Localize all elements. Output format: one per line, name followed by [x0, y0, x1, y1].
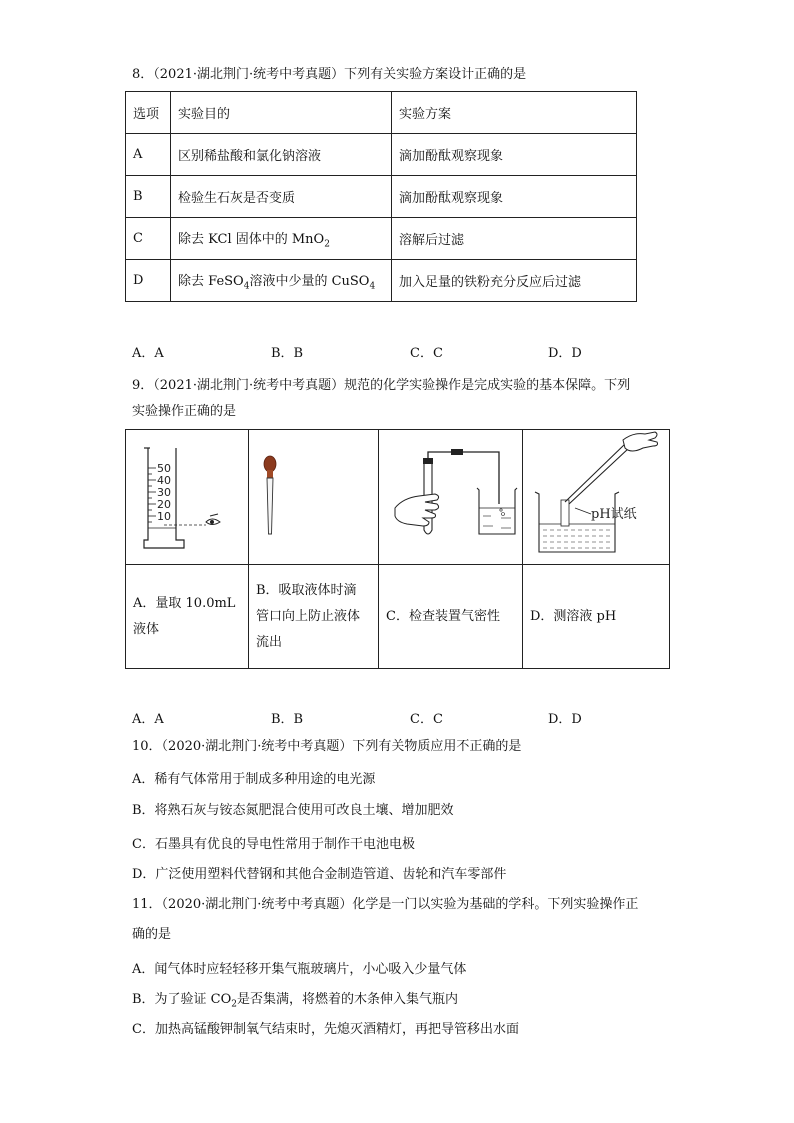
- purpose-text: 除去 FeSO: [178, 273, 244, 289]
- q9-stem-line2: 实验操作正确的是: [132, 404, 237, 419]
- graduated-cylinder-illustration: [126, 430, 248, 564]
- q10-option-b[interactable]: B．将熟石灰与铵态氮肥混合使用可改良土壤、增加肥效: [132, 803, 454, 818]
- cell-a-line2: 液体: [133, 621, 160, 637]
- subscript: 4: [243, 281, 250, 292]
- ph-paper-label: pH试纸: [591, 507, 637, 522]
- cell-b-line3: 流出: [256, 634, 283, 650]
- row-purpose: 检验生石灰是否变质: [171, 176, 392, 218]
- row-plan: 加入足量的铁粉充分反应后过滤: [392, 260, 637, 302]
- q11-option-b[interactable]: [132, 988, 458, 1010]
- cell-b-line1: B．吸取液体时滴: [256, 582, 357, 598]
- q9-table: [125, 429, 670, 669]
- row-plan: 滴加酚酞观察现象: [392, 176, 637, 218]
- option-d[interactable]: D．D: [548, 712, 582, 727]
- subscript: 2: [324, 239, 330, 250]
- q11-option-a[interactable]: A．闻气体时应轻轻移开集气瓶玻璃片，小心吸入少量气体: [132, 962, 467, 977]
- tick-40: 40: [157, 474, 171, 487]
- option-a[interactable]: A．A: [132, 712, 164, 727]
- cell-b-text[interactable]: [249, 565, 379, 669]
- cell-b-line2: 管口向上防止液体: [256, 608, 361, 624]
- table-row: [126, 260, 637, 302]
- row-option: A: [126, 134, 171, 176]
- cell-c-text[interactable]: C．检查装置气密性: [379, 565, 523, 669]
- cell-d-text[interactable]: D．测溶液 pH: [523, 565, 670, 669]
- tick-10: 10: [157, 510, 171, 523]
- option-c[interactable]: C．C: [410, 346, 443, 361]
- cell-a-image: [126, 430, 249, 565]
- header-plan: 实验方案: [392, 92, 637, 134]
- option-d[interactable]: D．D: [548, 346, 582, 361]
- cell-d-image: [523, 430, 670, 565]
- row-purpose: [171, 260, 392, 302]
- tick-30: 30: [157, 486, 171, 499]
- option-c[interactable]: C．C: [410, 712, 443, 727]
- tick-50: 50: [157, 462, 171, 475]
- row-purpose: 区别稀盐酸和氯化钠溶液: [171, 134, 392, 176]
- option-b-text-rest: 是否集满，将燃着的木条伸入集气瓶内: [237, 992, 459, 1007]
- header-purpose: 实验目的: [171, 92, 392, 134]
- q11-option-c[interactable]: C．加热高锰酸钾制氧气结束时，先熄灭酒精灯，再把导管移出水面: [132, 1022, 519, 1037]
- purpose-text: 溶液中少量的 CuSO: [249, 273, 370, 289]
- q10-option-a[interactable]: A．稀有气体常用于制成多种用途的电光源: [132, 772, 376, 787]
- subscript: 2: [231, 999, 238, 1010]
- ph-test-illustration: [523, 430, 669, 564]
- q10-option-d[interactable]: D．广泛使用塑料代替钢和其他合金制造管道、齿轮和汽车零部件: [132, 867, 507, 882]
- table-row: [126, 176, 637, 218]
- row-plan: 溶解后过滤: [392, 218, 637, 260]
- header-option: 选项: [126, 92, 171, 134]
- row-purpose: [171, 218, 392, 260]
- airtightness-check-illustration: [379, 430, 522, 564]
- q8-table: [125, 91, 637, 302]
- q9-image-row: [126, 430, 670, 565]
- row-plan: 滴加酚酞观察现象: [392, 134, 637, 176]
- row-option: B: [126, 176, 171, 218]
- q9-stem-line1: 9．（2021·湖北荆门·统考中考真题）规范的化学实验操作是完成实验的基本保障。下列: [132, 378, 631, 393]
- option-b[interactable]: B．B: [271, 712, 304, 727]
- q9-text-row: [126, 565, 670, 669]
- cell-b-image: [249, 430, 379, 565]
- row-option: C: [126, 218, 171, 260]
- q11-stem-line1: 11．（2020·湖北荆门·统考中考真题）化学是一门以实验为基础的学科。下列实验操作正: [132, 897, 639, 912]
- option-a[interactable]: A．A: [132, 346, 164, 361]
- cell-a-line1: A．量取 10.0mL: [133, 595, 236, 611]
- q11-stem-line2: 确的是: [132, 927, 172, 942]
- option-b-text: B．为了验证 CO: [132, 992, 232, 1007]
- table-header-row: [126, 92, 637, 134]
- q10-stem: 10．（2020·湖北荆门·统考中考真题）下列有关物质应用不正确的是: [132, 739, 522, 754]
- q10-option-c[interactable]: C．石墨具有优良的导电性常用于制作干电池电极: [132, 837, 415, 852]
- subscript: 4: [369, 281, 376, 292]
- cell-c-image: [379, 430, 523, 565]
- cell-a-text[interactable]: [126, 565, 249, 669]
- table-row: [126, 134, 637, 176]
- tick-20: 20: [157, 498, 171, 511]
- dropper-illustration: [249, 430, 378, 564]
- row-option: D: [126, 260, 171, 302]
- table-row: [126, 218, 637, 260]
- option-b[interactable]: B．B: [271, 346, 304, 361]
- purpose-text: 除去 KCl 固体中的 MnO: [178, 231, 325, 247]
- q8-stem: 8．（2021·湖北荆门·统考中考真题）下列有关实验方案设计正确的是: [132, 67, 527, 82]
